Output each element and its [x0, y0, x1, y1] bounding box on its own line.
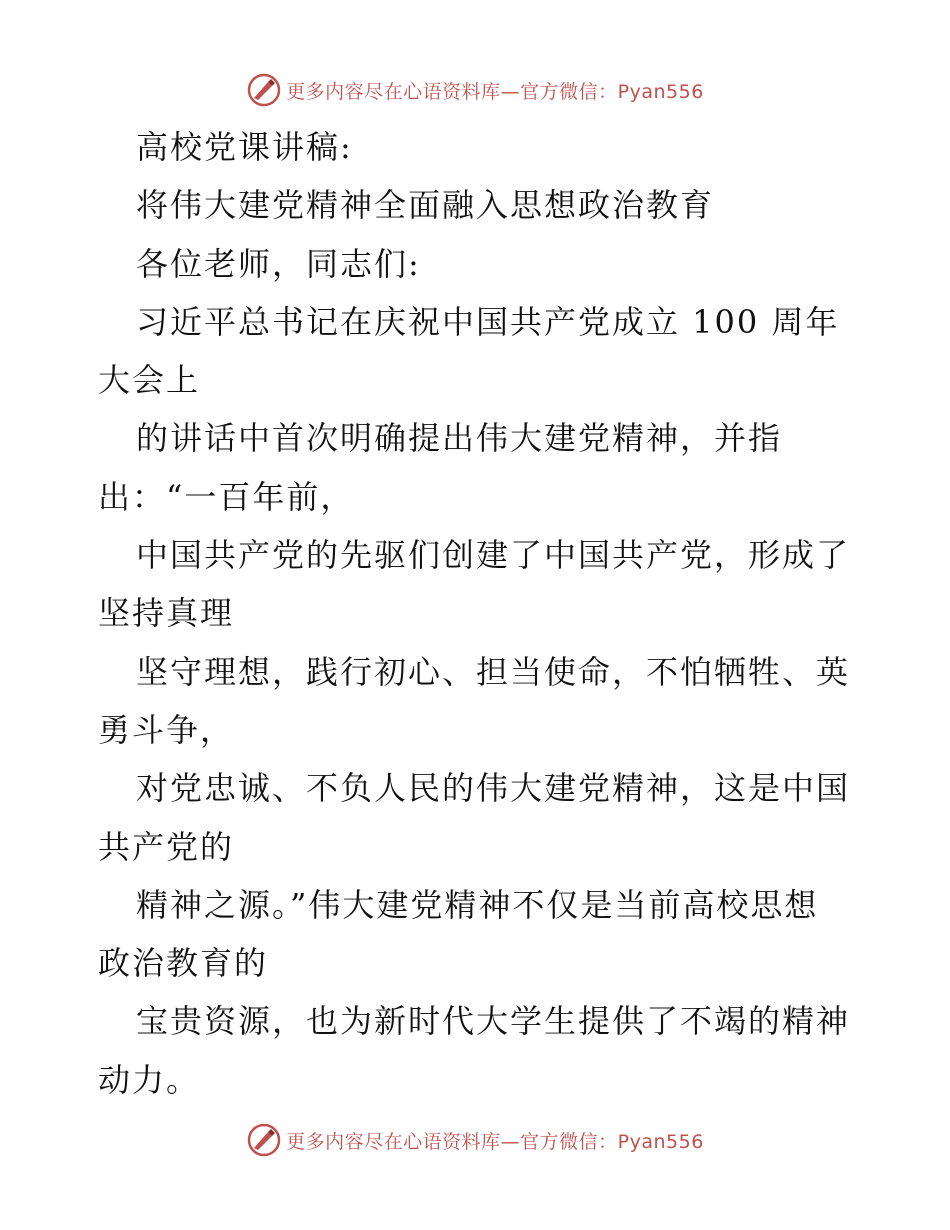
text-line: 政治教育的 — [98, 944, 269, 983]
text-line: 精神之源。”伟大建党精神不仅是当前高校思想 — [136, 885, 819, 924]
header-banner — [0, 70, 950, 110]
document-title-line: 高校党课讲稿: — [136, 128, 353, 166]
text-line: 勇斗争， — [98, 710, 235, 749]
text-line: 坚持真理 — [98, 594, 235, 633]
text-line: 大会上 — [98, 361, 201, 400]
text-line: 共产党的 — [98, 827, 235, 866]
document-body — [98, 118, 858, 1109]
banner-text: 更多内容尽在心语资料库—官方微信：Pyan556 — [286, 1130, 704, 1153]
pen-logo-icon — [246, 72, 282, 108]
text-line: 中国共产党的先驱们创建了中国共产党，形成了 — [136, 536, 851, 575]
text-line: 对党忠诚、不负人民的伟大建党精神，这是中国 — [136, 769, 851, 808]
text-line: 宝贵资源，也为新时代大学生提供了不竭的精神 — [136, 1002, 851, 1041]
text-line: 习近平总书记在庆祝中国共产党成立 100 周年 — [136, 302, 840, 341]
text-line: 的讲话中首次明确提出伟大建党精神，并指 — [136, 419, 783, 458]
text-line: 动力。 — [98, 1060, 201, 1099]
text-line: 出：“一百年前， — [98, 477, 355, 516]
pen-logo-icon — [246, 1122, 282, 1158]
document-subtitle-line: 将伟大建党精神全面融入思想政治教育 — [136, 186, 715, 225]
footer-banner — [0, 1120, 950, 1160]
text-line: 各位老师，同志们: — [136, 244, 421, 283]
banner-text: 更多内容尽在心语资料库—官方微信：Pyan556 — [286, 80, 704, 103]
text-line: 坚守理想，践行初心、担当使命，不怕牺牲、英 — [136, 652, 851, 691]
